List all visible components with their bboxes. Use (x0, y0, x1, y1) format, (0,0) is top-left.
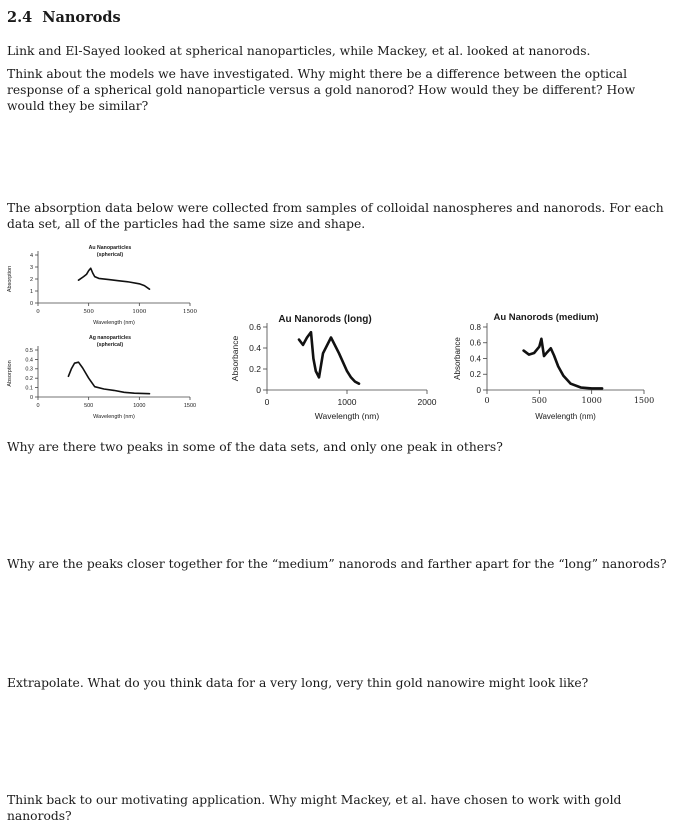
section-number: 2.4 (7, 9, 33, 26)
x-tick-label: 0 (264, 397, 270, 407)
chart-ag-nanoparticles (0, 330, 215, 440)
x-tick-label: 500 (83, 309, 94, 315)
y-axis-label: Absorption (7, 360, 13, 387)
y-axis-label: Absorbance (453, 337, 462, 380)
y-tick-label: 0.2 (249, 363, 261, 374)
y-tick-label: 0.4 (249, 342, 261, 353)
y-tick-label: 2 (29, 276, 33, 283)
chart-title: Au Nanorods (long) (278, 314, 372, 325)
data-series-line (524, 339, 603, 389)
question-peak-spacing: Why are the peaks closer together for the “medium” nanorods and farther apart for the “long” nanorods? (7, 557, 667, 571)
x-tick-label: 1000 (132, 309, 147, 315)
y-tick-label: 1 (29, 288, 33, 295)
y-tick-label: 0.1 (25, 385, 33, 392)
y-tick-label: 0 (29, 394, 33, 401)
x-tick-label: 0 (36, 403, 40, 409)
x-axis-label: Wavelength (nm) (93, 414, 135, 420)
x-tick-label: 1000 (133, 403, 146, 409)
paragraph-think: Think about the models we have investigated. Why might there be a difference between the optical response of a spherical gold nanoparticle versus a gold nanorod? How would they be different? How would they be similar? (7, 67, 636, 113)
question-extrapolate: Extrapolate. What do you think data for a very long, very thin gold nanowire might look like? (7, 676, 589, 690)
x-axis-label: Wavelength (nm) (314, 411, 380, 421)
y-tick-label: 0 (29, 300, 33, 307)
x-tick-label: 2000 (417, 397, 437, 407)
data-series-line (299, 332, 359, 384)
chart-title: Au Nanorods (medium) (493, 312, 599, 323)
paragraph-intro: Link and El-Sayed looked at spherical nanoparticles, while Mackey, et al. looked at nanorods. (7, 44, 591, 58)
y-tick-label: 0.6 (469, 338, 481, 348)
chart-au-nanorods-long (225, 305, 450, 430)
paragraph-data-intro: The absorption data below were collected from samples of colloidal nanospheres and nanorods. For each data set, all of the particles had the same size and shape. (7, 201, 664, 231)
x-tick-label: 0 (36, 309, 40, 315)
y-tick-label: 0.2 (469, 370, 481, 380)
section-heading (7, 9, 121, 26)
x-tick-label: 1500 (183, 309, 197, 315)
x-axis-label: Wavelength (nm) (535, 412, 596, 421)
x-tick-label: 500 (84, 403, 94, 409)
y-tick-label: 3 (29, 264, 33, 271)
chart-subtitle: (spherical) (96, 342, 124, 348)
chart-au-nanoparticles (0, 240, 215, 335)
data-series-line (68, 362, 149, 394)
question-two-peaks: Why are there two peaks in some of the data sets, and only one peak in others? (7, 440, 503, 454)
x-tick-label: 1500 (633, 396, 655, 405)
y-tick-label: 0.8 (469, 322, 481, 332)
y-tick-label: 0.4 (25, 357, 33, 364)
y-tick-label: 0 (256, 384, 261, 395)
x-tick-label: 1500 (183, 403, 197, 409)
x-tick-label: 500 (531, 396, 547, 405)
question-motivating-application: Think back to our motivating application. Why might Mackey, et al. have chosen to work with gold nanorods? (7, 793, 622, 823)
section-title: Nanorods (42, 9, 121, 26)
y-tick-label: 0.4 (469, 354, 481, 364)
y-tick-label: 0.6 (249, 321, 261, 332)
data-series-line (79, 268, 150, 289)
chart-au-nanorods-medium (448, 305, 673, 430)
chart-subtitle: (spherical) (96, 252, 124, 258)
y-tick-label: 4 (29, 252, 33, 259)
x-tick-label: 1000 (337, 397, 357, 407)
x-axis-label: Wavelength (nm) (93, 320, 135, 326)
y-tick-label: 0.2 (25, 376, 33, 383)
chart-title: Au Nanoparticles (88, 245, 132, 251)
y-tick-label: 0.3 (25, 366, 33, 373)
y-tick-label: 0 (476, 385, 481, 395)
y-axis-label: Absorbance (230, 335, 240, 382)
x-tick-label: 0 (484, 396, 490, 405)
chart-title: Ag nanoparticles (88, 335, 132, 341)
y-axis-label: Absorption (7, 265, 13, 293)
x-tick-label: 1000 (581, 396, 602, 405)
y-tick-label: 0.5 (25, 347, 33, 354)
